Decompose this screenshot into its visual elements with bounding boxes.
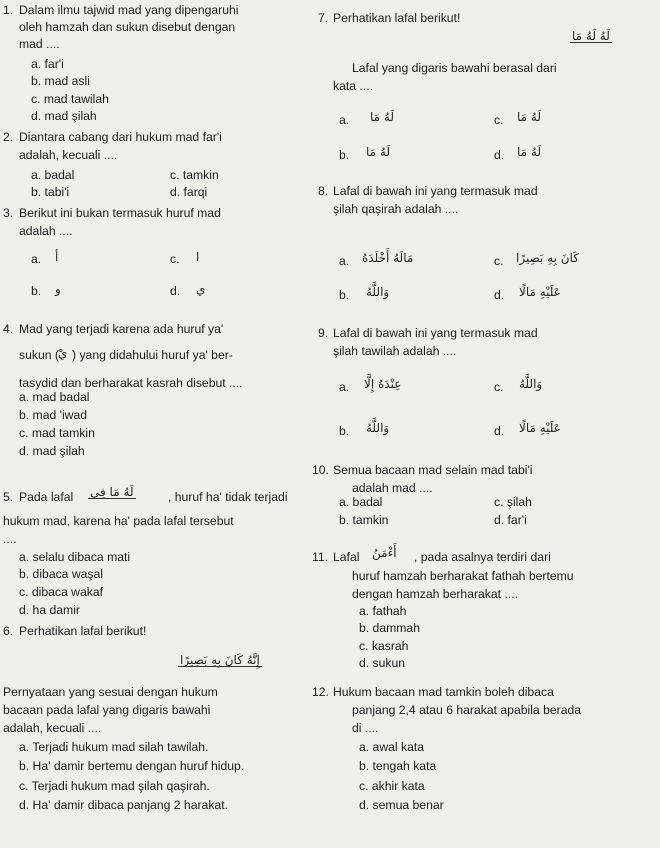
option-c[interactable]: c. mad tamkin [19,426,95,440]
option-d[interactable]: d. semua benar [359,798,444,812]
option-d[interactable]: d. mad şilah [31,109,97,123]
question-number: 10. [312,463,329,477]
question-stem-line: , pada asalnya terdiri dari [414,550,551,564]
arabic-phrase: أَءْمَنُ [372,546,397,560]
option-d[interactable]: d. ha damir [19,603,80,617]
question-stem-line: kata .... [333,79,373,93]
question-number: 9. [318,326,329,340]
arabic-phrase: إِنَّهُ كَانَ بِهِ بَصِيرًا [180,653,260,667]
option-d[interactable]: d. [170,284,181,298]
question-stem-line: mad .... [19,37,60,51]
option-a[interactable]: a. far'i [31,57,64,71]
question-stem-line: sukun ( [19,348,59,362]
option-a[interactable]: a. selalu dibaca mati [19,550,131,564]
option-d[interactable]: d. mad şilah [19,444,85,458]
option-c[interactable]: c. [494,113,504,127]
question-number: 5. [3,490,14,504]
question-stem-line: Lafal di bawah ini yang termasuk mad [333,326,538,340]
question-stem-line: adalah mad .... [352,481,433,495]
option-a[interactable]: a. [339,254,350,268]
question-stem-line: adalah, kecuali .... [19,148,118,162]
option-b[interactable]: b. Ha' damir bertemu dengan huruf hidup. [19,759,245,773]
option-b[interactable]: b. [339,288,350,302]
option-c[interactable]: c. Terjadi hukum mad şilah qaşirah. [19,779,210,793]
option-b[interactable]: b. dibaca waşal [19,567,104,581]
arabic-option: وَاللَّهُ [366,421,390,435]
option-b[interactable]: b. mad 'iwad [19,408,88,422]
arabic-letter: يْ [58,346,68,360]
option-b[interactable]: b. tengah kata [359,759,437,773]
question-stem-line: huruf hamzah berharakat fathah bertemu [352,569,574,583]
question-stem-line: adalah .... [19,224,73,238]
question-stem-line: Pada lafal [19,490,74,504]
question-stem-line: Dalam ilmu tajwid mad yang dipengaruhi [19,3,239,17]
arabic-option: لَهُ مَا [370,110,394,124]
question-stem-line: tasydid dan berharakat kasrah disebut .... [19,376,243,390]
option-a[interactable]: a. awal kata [359,740,425,754]
question-number: 2. [3,130,14,144]
arabic-letter: ا [196,250,200,264]
option-c[interactable]: c. [170,252,180,266]
option-b[interactable]: b. tamkin [339,513,389,527]
question-number: 4. [3,322,14,336]
question-stem-line: Lafal di bawah ini yang termasuk mad [333,184,538,198]
option-a[interactable]: a. [339,380,350,394]
option-b[interactable]: b. [339,148,350,162]
option-d[interactable]: d. [494,148,505,162]
question-stem-line: Hukum bacaan mad tamkin boleh dibaca [333,685,554,699]
question-number: 11. [312,550,329,564]
question-number: 6. [3,624,14,638]
question-stem-line: Berikut ini bukan termasuk huruf mad [19,206,221,220]
option-c[interactable]: c. kasrah [359,639,409,653]
question-stem-line: şilah tawilah adalah .... [333,344,457,358]
question-stem-line: Pernyataan yang sesuai dengan hukum [3,685,218,699]
option-b[interactable]: b. [31,284,42,298]
arabic-letter: و [55,282,61,296]
arabic-option: كَانَ بِهِ بَصِيرًا [516,251,579,265]
question-stem-line: ) yang didahului huruf ya' ber- [72,348,233,362]
option-a[interactable]: a. Terjadi hukum mad silah tawilah. [19,740,209,754]
option-a[interactable]: a. [31,252,42,266]
option-d[interactable]: d. [494,288,505,302]
option-a[interactable]: a. mad badal [19,390,90,404]
option-b[interactable]: b. dammah [359,621,420,635]
question-stem-line: Lafal yang digaris bawahi berasal dari [352,61,557,75]
option-a[interactable]: a. [339,113,350,127]
arabic-option: لَهُ مَا [517,110,541,124]
question-stem-line: Lafal [333,550,360,564]
question-stem-line: dengan hamzah berharakat .... [352,587,518,601]
arabic-option: مَالَهُ أَخْلَدَهُ [362,251,414,265]
question-stem-line: şilah qaşirah adalah .... [333,202,459,216]
option-d[interactable]: d. far'i [494,513,527,527]
arabic-letter: أ [55,250,59,264]
option-c[interactable]: c. tamkin [170,168,219,182]
option-a[interactable]: a. fathah [359,604,407,618]
question-number: 1. [3,3,14,17]
question-stem-line: bacaan pada lafal yang digaris bawahi [3,703,211,717]
option-c[interactable]: c. mad tawilah [31,92,109,106]
option-a[interactable]: a. badal [31,168,75,182]
question-stem-line: Diantara cabang dari hukum mad far'i [19,130,222,144]
question-stem-line: adalah, kecuali .... [3,721,102,735]
option-a[interactable]: a. badal [339,495,383,509]
question-stem-line: Mad yang terjadi karena ada huruf ya' [19,322,224,336]
option-b[interactable]: b. [339,424,350,438]
question-stem-line: hukum mad, karena ha' pada lafal tersebut [3,514,234,528]
question-stem-line: panjang 2,4 atau 6 harakat apabila berada [352,703,582,717]
option-d[interactable]: d. farqi [170,185,208,199]
arabic-option: وَاللَّهُ [519,377,543,391]
option-c[interactable]: c. [494,254,504,268]
arabic-option: عَلَيْهِ مَالًا [519,285,561,299]
option-c[interactable]: c. şilah [494,495,532,509]
question-stem-line: di .... [352,721,379,735]
question-stem-line: Perhatikan lafal berikut! [333,11,461,25]
question-stem-line: Semua bacaan mad selain mad tabi'i [333,463,533,477]
question-stem-line: oleh hamzah dan sukun disebut dengan [19,20,236,34]
option-c[interactable]: c. akhir kata [359,779,425,793]
arabic-option: لَهُ مَا [517,145,541,159]
arabic-phrase: لَهُ لَهُ مَا [572,29,610,43]
option-d[interactable]: d. [494,424,505,438]
question-number: 3. [3,206,14,220]
option-b[interactable]: b. mad asli [31,74,90,88]
arabic-phrase: لَهُ مَا فِى [90,485,134,499]
question-stem-line: .... [3,532,17,546]
question-number: 12. [312,685,329,699]
arabic-option: عِنْدَهُ إِلَّا [364,377,402,391]
question-stem-line: Perhatikan lafal berikut! [19,624,147,638]
arabic-option: عَلَيْهِ مَالًا [519,421,561,435]
option-c[interactable]: c. dibaca wakaf [19,585,104,599]
arabic-option: وَاللَّهُ [366,285,390,299]
option-d[interactable]: d. Ha' damir dibaca panjang 2 harakat. [19,798,228,812]
arabic-letter: ي [196,282,206,296]
question-stem-line: , huruf ha' tidak terjadi [168,490,288,504]
arabic-option: لَهُ مَا [366,145,390,159]
option-d[interactable]: d. sukun [359,656,406,670]
question-number: 8. [318,184,329,198]
question-number: 7. [318,11,329,25]
option-c[interactable]: c. [494,380,504,394]
option-b[interactable]: b. tabi'i [31,185,70,199]
